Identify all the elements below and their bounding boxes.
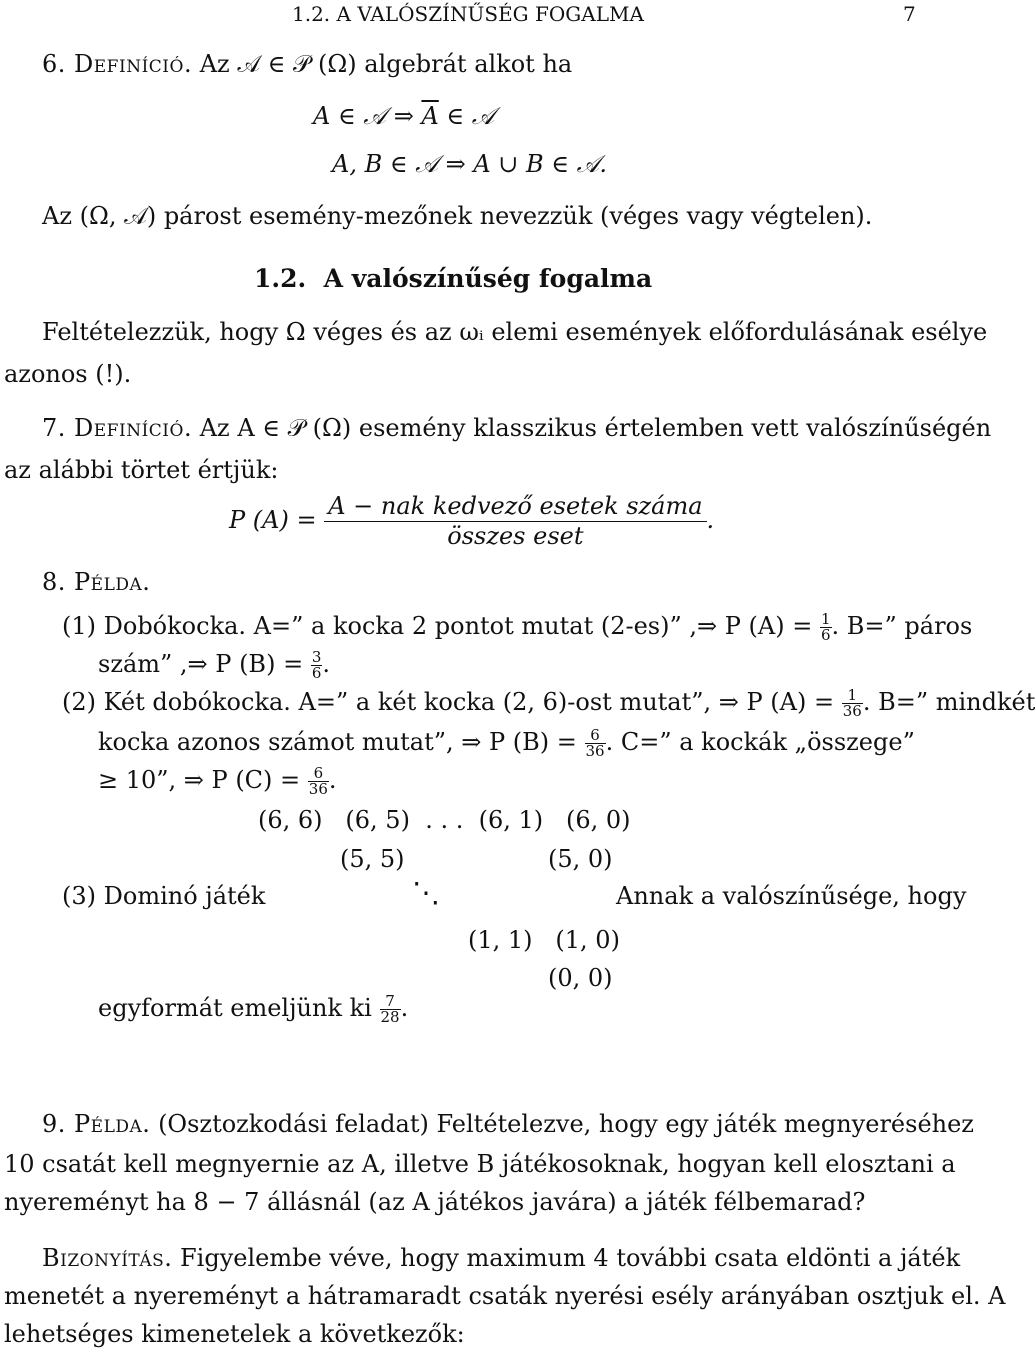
item-1-text-b: . B=” páros: [831, 612, 973, 640]
domino-row-2-right: (5, 0): [548, 845, 613, 873]
definition-6: [42, 50, 572, 79]
intro-line-1: Feltételezzük, hogy Ω véges és az ωᵢ elemi események előfordulásának esélye: [42, 318, 988, 346]
example-8-item-2-line-3: [98, 766, 337, 797]
example-9-text-1: (Osztozkodási feladat) Feltételezve, hogy egy játék megnyeréséhez: [158, 1110, 974, 1138]
fraction-denominator: 6: [311, 664, 322, 682]
example-9-line-3: nyereményt ha 8 − 7 állásnál (az A játékos javára) a játék félbemarad?: [4, 1188, 866, 1216]
definition-6-equation-1: [313, 102, 495, 131]
definition-7-line-2: az alábbi törtet értjük:: [4, 456, 279, 484]
proof-line-2: menetét a nyereményt a hátramaradt csaták nyerési esély arányában osztjuk el. A: [4, 1282, 1006, 1310]
section-number: 1.2.: [254, 264, 307, 293]
formula-denominator: összes eset: [447, 521, 584, 550]
definition-7: [42, 414, 991, 443]
formula-fraction: [324, 492, 706, 551]
equation-1-right: ∈ 𝒜: [438, 102, 495, 130]
item-2-text-d: . C=” a kockák „összege”: [605, 728, 915, 756]
example-8-item-3-line-1: (3) Dominó játék: [62, 882, 266, 910]
item-2-text-c: kocka azonos számot mutat”, ⇒ P (B) =: [98, 728, 577, 756]
item-3-fraction: [380, 994, 401, 1025]
event-field-sentence: Az (Ω, 𝒜) párost esemény-mezőnek nevezzük (véges vagy végtelen).: [42, 202, 873, 230]
formula-numerator: A − nak kedvező esetek száma: [324, 492, 706, 522]
proof-line-1: [42, 1244, 960, 1273]
fraction-numerator: 6: [585, 728, 606, 744]
item-2-fraction-2: [585, 728, 606, 759]
equation-1-left: A ∈ 𝒜 ⇒: [313, 102, 422, 130]
fraction-numerator: 3: [311, 648, 322, 666]
equation-1-complement: $\overline{A}$: [421, 102, 439, 130]
domino-diagonal-dots: ⋱: [412, 876, 440, 909]
proof-text-1: Figyelembe véve, hogy maximum 4 további csata eldönti a játék: [180, 1244, 961, 1272]
running-header: 1.2. A VALÓSZÍNŰSÉG FOGALMA: [292, 2, 644, 26]
example-9-label: 9. Példa.: [42, 1110, 151, 1138]
item-1-text-c: szám” ,⇒ P (B) =: [98, 650, 304, 678]
example-8-item-3-text: Annak a valószínűsége, hogy: [616, 882, 967, 910]
fraction-denominator: 36: [585, 742, 605, 760]
fraction-numerator: 1: [842, 688, 863, 704]
example-9-line-2: 10 csatát kell megnyernie az A, illetve B játékosoknak, hogyan kell elosztani a: [4, 1150, 956, 1178]
domino-row-4: (1, 1) (1, 0): [468, 926, 620, 954]
example-9-line-1: [42, 1110, 974, 1139]
fraction-denominator: 36: [842, 702, 862, 720]
definition-6-text: Az 𝒜 ∈ 𝒫 (Ω) algebrát alkot ha: [199, 50, 573, 78]
example-8-item-3-line-2: [98, 994, 408, 1025]
fraction-numerator: 7: [380, 994, 401, 1010]
definition-6-equation-2: A, B ∈ 𝒜 ⇒ A ∪ B ∈ 𝒜.: [332, 150, 608, 178]
definition-7-label: 7. Definíció.: [42, 414, 193, 442]
fraction-numerator: 6: [308, 766, 329, 782]
item-1-period: .: [322, 650, 330, 678]
item-2-text-b: . B=” mindkét: [862, 688, 1035, 716]
proof-line-3: lehetséges kimenetelek a következők:: [4, 1320, 465, 1348]
fraction-denominator: 6: [820, 626, 831, 644]
definition-6-label: 6. Definíció.: [42, 50, 193, 78]
fraction-numerator: 1: [820, 610, 831, 628]
formula-period: .: [706, 505, 715, 534]
item-3-text-c: egyformát emeljünk ki: [98, 994, 372, 1022]
item-2-period: .: [328, 766, 337, 794]
item-1-fraction: [820, 612, 832, 643]
item-2-text-e: ≥ 10”, ⇒ P (C) =: [98, 766, 301, 794]
fraction-denominator: 36: [308, 780, 328, 798]
item-2-fraction-3: [308, 766, 329, 797]
fraction-denominator: 28: [380, 1008, 400, 1026]
section-title: A valószínűség fogalma: [323, 264, 653, 293]
item-2-fraction: [842, 688, 863, 719]
item-3-period: .: [400, 994, 409, 1022]
domino-row-1: (6, 6) (6, 5) . . . (6, 1) (6, 0): [258, 806, 631, 834]
probability-formula: [229, 492, 714, 551]
example-8-item-2-line-2: [98, 728, 915, 759]
section-heading: [254, 264, 652, 294]
intro-line-2: azonos (!).: [4, 360, 132, 388]
definition-7-line-1: Az A ∈ 𝒫 (Ω) esemény klasszikus értelemben vett valószínűségén: [199, 414, 992, 442]
formula-lhs: P (A) =: [229, 505, 317, 534]
item-1-fraction-2: [311, 650, 323, 681]
item-2-text: (2) Két dobókocka. A=” a két kocka (2, 6)-ost mutat”, ⇒ P (A) =: [62, 688, 835, 716]
domino-row-2-left: (5, 5): [340, 845, 405, 873]
example-8-item-1-line-1: [62, 612, 972, 643]
item-1-text: (1) Dobókocka. A=” a kocka 2 pontot mutat (2-es)” ,⇒ P (A) =: [62, 612, 813, 640]
page-number: 7: [903, 2, 916, 26]
example-8-item-1-line-2: [98, 650, 330, 681]
example-8-item-2-line-1: [62, 688, 1035, 719]
example-8-label: 8. Példa.: [42, 568, 151, 596]
domino-row-5: (0, 0): [548, 964, 613, 992]
proof-label: Bizonyítás.: [42, 1244, 173, 1272]
